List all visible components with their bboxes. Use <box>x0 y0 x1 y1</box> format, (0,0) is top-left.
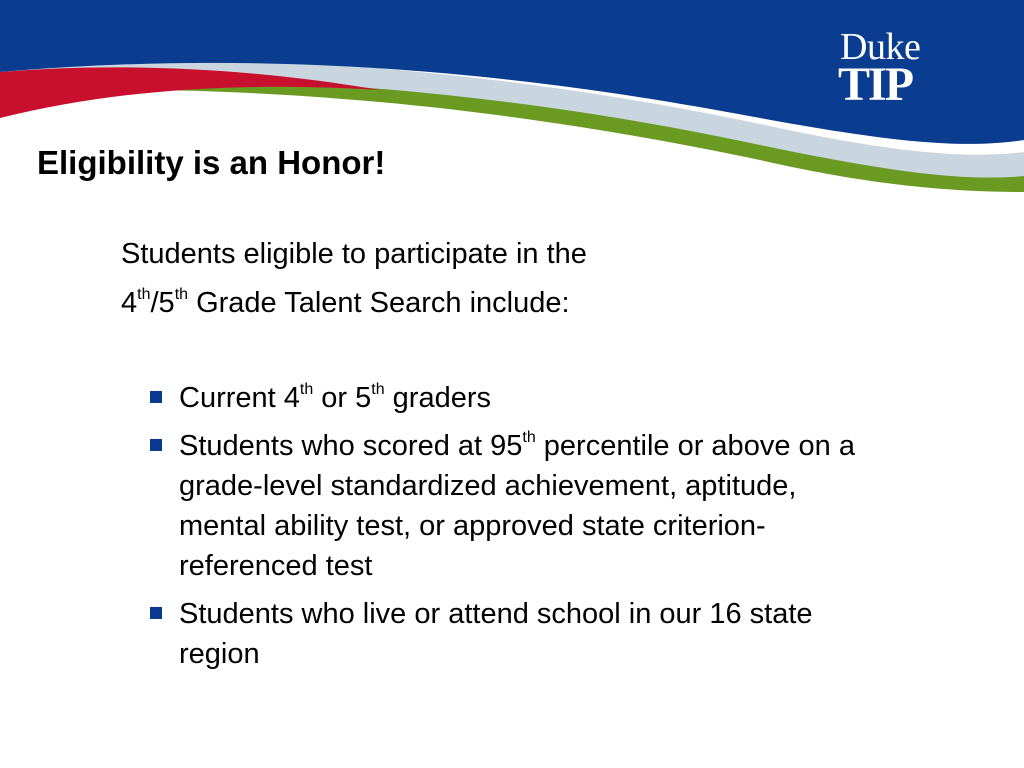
slide-title: Eligibility is an Honor! <box>37 144 386 181</box>
intro-line-2-rest: Grade Talent Search include: <box>188 287 570 319</box>
eligibility-bullet-list <box>150 378 870 682</box>
intro-line-1: Students eligible to participate in the <box>121 238 587 270</box>
bullet-1-part-c: graders <box>384 382 491 414</box>
bullet-2-sup-a: th <box>522 429 536 447</box>
list-item-current-graders <box>150 378 870 418</box>
intro-separator: / <box>150 287 159 319</box>
square-bullet-icon <box>150 607 162 619</box>
list-item-test-scores <box>150 426 870 586</box>
list-item-region <box>150 594 870 674</box>
square-bullet-icon <box>150 439 162 451</box>
intro-grade-5: 5 <box>158 287 175 319</box>
intro-grade-4-suffix: th <box>137 286 151 304</box>
intro-text <box>121 230 587 328</box>
intro-grade-4: 4 <box>121 287 138 319</box>
bullet-2-part-a: Students who scored at 95 <box>179 430 523 462</box>
bullet-1-sup-b: th <box>371 381 385 399</box>
bullet-1-part-a: Current 4 <box>179 382 300 414</box>
bullet-1-sup-a: th <box>299 381 314 399</box>
logo-duke-text: Duke <box>840 26 921 68</box>
logo-tip-text: TIP <box>838 58 913 111</box>
bullet-3-text: Students who live or attend school in our 16 state region <box>179 598 813 670</box>
bullet-1-part-b: or 5 <box>313 382 372 414</box>
bullet-2-part-b: percentile or above on a grade-level standardized achievement, aptitude, mental ability test, or approved state criterion-referenced test <box>179 430 855 582</box>
intro-grade-5-suffix: th <box>174 286 189 304</box>
square-bullet-icon <box>150 391 162 403</box>
duke-tip-logo <box>836 26 940 111</box>
intro-line-2 <box>121 279 587 328</box>
